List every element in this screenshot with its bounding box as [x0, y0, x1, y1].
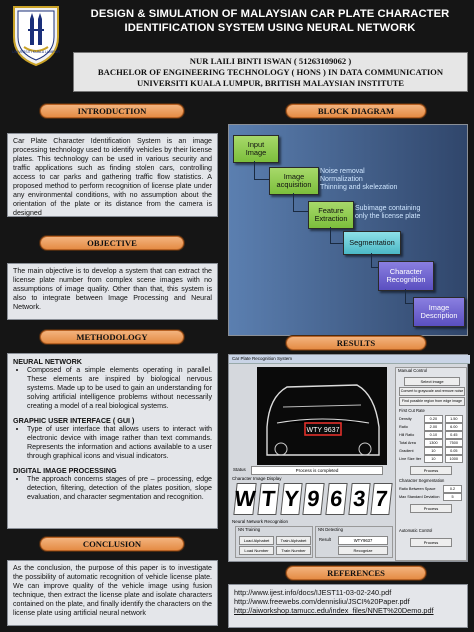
character-image: 7 — [371, 483, 393, 515]
author-box — [73, 52, 468, 92]
param-field[interactable]: 5 — [443, 493, 462, 501]
char-image-label: Character Image Display — [232, 476, 282, 481]
param-field[interactable]: 0.45 — [445, 431, 463, 439]
title-line-2: IDENTIFICATION SYSTEM USING NEURAL NETWORK — [124, 22, 416, 34]
title-line-1: DESIGN & SIMULATION OF MALAYSIAN CAR PLATE CHARACTER — [90, 8, 450, 20]
block-diagram-heading: BLOCK DIAGRAM — [286, 104, 426, 118]
note-thinning: Thinning and skelezation — [320, 184, 398, 191]
first-cut-label: First Cut Rate — [399, 408, 425, 413]
param-field[interactable]: 1000 — [445, 455, 463, 463]
method-heading-gui: GRAPHIC USER INTERFACE ( GUI ) — [13, 416, 135, 425]
nn-detecting-group — [315, 526, 393, 558]
author-program: BACHELOR OF ENGINEERING TECHNOLOGY ( HONS ) IN DATA COMMUNICATION — [97, 67, 444, 77]
results-heading: RESULTS — [286, 336, 426, 350]
gui-title-bar: Car Plate Recognition System — [229, 355, 470, 364]
param-field[interactable]: 0.2 — [443, 485, 462, 493]
param-label: Density — [399, 417, 412, 421]
auto-process-button[interactable]: Process — [410, 538, 452, 547]
arrow-2 — [293, 193, 308, 212]
block-diagram — [228, 124, 468, 336]
university-logo — [6, 3, 66, 67]
note-license-plate: only the license plate — [355, 213, 421, 220]
character-image: T — [257, 483, 279, 515]
param-row — [399, 439, 463, 447]
process-button[interactable]: Process — [410, 466, 452, 475]
params-table — [399, 415, 463, 463]
param-label: Ratio Between Space — [399, 487, 436, 491]
reference-2[interactable]: http://www.freewebs.com/dennisliu/JSCI%20Paper.pdf — [234, 597, 410, 607]
method-text-nn: • Composed of a simple elements operating in parallel. These elements are inspired by biological nervous systems. Made up to be used to gain an understanding for solving artificial intelligence problems without necessarily creating a model of a real biological systems. — [27, 366, 212, 411]
param-row — [399, 423, 463, 431]
param-field[interactable]: 0.10 — [424, 431, 442, 439]
reference-1[interactable]: http://www.ijest.info/docs/IJEST11-03-02-240.pdf — [234, 588, 392, 597]
introduction-heading: INTRODUCTION — [40, 104, 184, 118]
param-field[interactable]: 10 — [424, 447, 442, 455]
svg-text:UNIVERSITI KUALA LUMPUR: UNIVERSITI KUALA LUMPUR — [12, 50, 60, 54]
select-image-button[interactable]: Select image — [404, 377, 460, 386]
block-input-image: Input Image — [233, 135, 279, 163]
recognize-button[interactable]: Recognize — [338, 546, 388, 555]
nn-detecting-label: NN Detecting — [318, 527, 343, 532]
conclusion-heading: CONCLUSION — [40, 537, 184, 551]
character-image: Y — [280, 483, 302, 515]
nn-training-group — [235, 526, 313, 558]
load-number-button[interactable]: Load Number — [239, 546, 274, 555]
param-label: Gradient — [399, 449, 414, 453]
method-text-gui: • Type of user interface that allows users to interact with electronic device with image rather than text commands. Represents the information and actions available to a user through graphical icons and visual indicators. — [27, 425, 212, 461]
arrow-1 — [254, 161, 269, 180]
param-field[interactable]: 0.05 — [445, 447, 463, 455]
author-name: NUR LAILI BINTI ISWAN ( 51263109062 ) — [189, 56, 352, 66]
introduction-text: Car Plate Character Identification System is an image processing technology used to identify vehicles by their license plates. This technology can be used in various security and traffic applications such as finding stolen cars, controlling access to car parks and gathering traffic flow statistics. A proposed method to perform recognition of license plate under any environmental conditions, with no assumption about the orientation of the plate or its distance from the camera is designed — [7, 133, 218, 217]
manual-control-label: Manual Control — [398, 368, 428, 373]
notes-feature — [355, 205, 420, 221]
method-text-dip: • The approach concerns stages of pre – processing, edge detection, filtering, detection of the plates position, slope evaluation, and character segmentation and recognition. — [27, 475, 212, 502]
param-label: Line Size Iter — [399, 457, 422, 461]
block-image-description: Image Description — [413, 297, 465, 327]
param-label: Hill Ratio — [399, 433, 415, 437]
seg-params-table — [399, 485, 463, 501]
author-institution: UNIVERSITI KUALA LUMPUR, BRITISH MALAYSIAN INSTITUTE — [136, 78, 405, 88]
character-image-row — [235, 483, 391, 515]
result-label: Result — [319, 537, 331, 542]
param-field[interactable]: 1300 — [424, 439, 442, 447]
param-row — [399, 431, 463, 439]
character-image: 9 — [303, 483, 325, 515]
method-heading-nn: NEURAL NETWORK — [13, 357, 82, 366]
param-row — [399, 485, 463, 493]
note-noise: Noise removal — [320, 168, 365, 175]
nn-recognition-label: Neural Network Recognition — [232, 519, 289, 524]
references-heading: REFERENCES — [286, 566, 426, 580]
note-subimage: Subimage containing — [355, 205, 421, 212]
objective-text: The main objective is to develop a system that can extract the license plate number from complex scene images with no assumptions of image quality. Other than that, this system is also to integrate between Image Processing and Neural Network. — [7, 263, 218, 320]
block-image-acquisition: Image acquisition — [269, 167, 319, 195]
references-panel — [228, 584, 468, 628]
char-seg-label: Character Segmentation — [399, 478, 445, 483]
grayscale-button[interactable]: Convert to grayscale and remove noise — [399, 387, 465, 396]
notes-acquisition — [320, 168, 397, 192]
find-region-button[interactable]: Find possible region from edge image — [399, 397, 465, 406]
block-feature-extraction: Feature Extraction — [308, 201, 354, 229]
method-heading-dip: DIGITAL IMAGE PROCESSING — [13, 466, 117, 475]
param-label: Ratio — [399, 425, 408, 429]
note-normalization: Normalization — [320, 176, 363, 183]
train-number-button[interactable]: Train Number — [276, 546, 311, 555]
block-character-recognition: Character Recognition — [378, 261, 434, 291]
car-edge-image — [257, 367, 387, 465]
param-label: Total Area — [399, 441, 416, 445]
train-alphabet-button[interactable]: Train Alphabet — [276, 536, 311, 545]
character-image: 6 — [325, 483, 347, 515]
methodology-heading: METHODOLOGY — [40, 330, 184, 344]
conclusion-text: As the conclusion, the purpose of this paper is to investigate the possibility of automatic recognition of vehicle license plate. We can improve quality of the vehicle image using fusion technique, then extract the license plate and isolate characters contained on the plate, and finally identify the characters on the license plate using artificial neural network — [7, 560, 218, 626]
param-row — [399, 415, 463, 423]
param-field[interactable]: 1.50 — [445, 415, 463, 423]
results-screenshot — [228, 354, 468, 562]
objective-heading: OBJECTIVE — [40, 236, 184, 250]
character-image: W — [233, 483, 256, 515]
seg-process-button[interactable]: Process — [410, 504, 452, 513]
status-label: Status — [233, 467, 246, 472]
param-row — [399, 455, 463, 463]
param-field[interactable]: 6.00 — [445, 423, 463, 431]
auto-control-label: Automatic Control — [399, 528, 433, 533]
character-image: 3 — [348, 483, 370, 515]
control-panel — [395, 367, 467, 561]
reference-3[interactable]: http://aiworkshop.tamucc.edu/index_files/NNET%20Demo.pdf — [234, 606, 434, 616]
param-label: Max Standard Deviation — [399, 495, 440, 499]
svg-text:WTY 9637: WTY 9637 — [306, 427, 340, 434]
param-field[interactable]: 10 — [424, 455, 442, 463]
methodology-panel — [7, 353, 218, 529]
param-field[interactable]: 0.20 — [424, 415, 442, 423]
status-field: Process is completed — [251, 466, 383, 475]
param-row — [399, 447, 463, 455]
block-segmentation: Segmentation — [343, 231, 401, 255]
param-field[interactable]: 7500 — [445, 439, 463, 447]
nn-training-label: NN Training — [238, 527, 261, 532]
load-alphabet-button[interactable]: Load Alphabet — [239, 536, 274, 545]
result-field: WTY9637 — [338, 536, 388, 545]
param-field[interactable]: 2.00 — [424, 423, 442, 431]
param-row — [399, 493, 463, 501]
poster-title — [72, 7, 468, 35]
